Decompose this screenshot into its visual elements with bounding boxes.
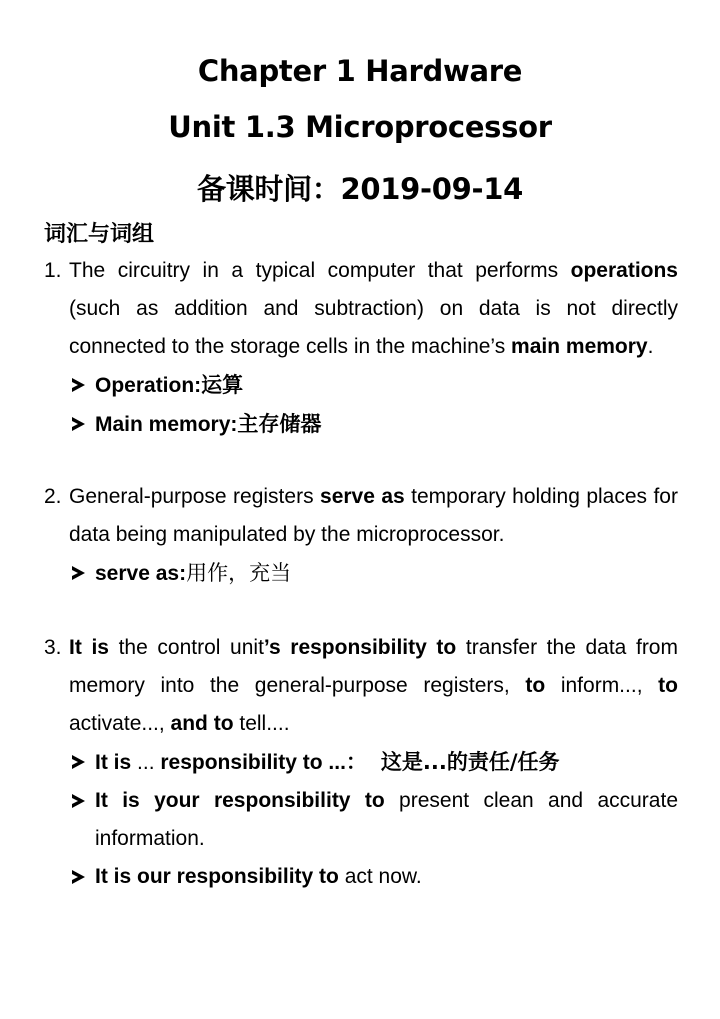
item-sentence — [69, 478, 678, 554]
keyword: operations — [570, 259, 678, 282]
arrow-bullet-icon — [72, 794, 85, 808]
term: It is your responsibility to — [95, 789, 385, 812]
sentence-text: (such as addition and subtraction) on data is not directly connected to the storage cells in the machine’s — [69, 297, 678, 358]
translation: 用作，充当 — [186, 561, 292, 585]
translation: 这是...的责任/任务 — [380, 750, 560, 774]
sentence-text: inform..., — [545, 674, 659, 697]
keyword: to — [658, 674, 678, 697]
keyword: ’s responsibility to — [263, 636, 457, 659]
sentence-text: the control unit — [108, 636, 264, 659]
chapter-title: Chapter 1 Hardware — [197, 54, 523, 88]
keyword: serve as — [320, 485, 405, 508]
sentence-text: transfer the data from memory into the general-purpose registers, — [69, 636, 678, 697]
vocab-item-2 — [44, 478, 678, 593]
term: It is our responsibility to — [95, 865, 339, 888]
sentence-text: act now. — [338, 865, 422, 888]
subitem-list — [69, 366, 678, 444]
subitem — [69, 782, 678, 858]
sentence-text: General-purpose registers — [69, 485, 321, 508]
term: Main memory: — [95, 413, 238, 436]
sentence-text: tell.... — [233, 712, 290, 735]
arrow-bullet-icon — [72, 566, 85, 580]
arrow-bullet-icon — [72, 870, 85, 884]
subitem — [69, 405, 678, 444]
item-number: 3. — [44, 636, 62, 659]
subitem — [69, 554, 678, 593]
vocab-item-3 — [44, 629, 678, 896]
subitem — [69, 743, 678, 782]
sentence-text: ... — [131, 751, 161, 774]
term: It is — [95, 751, 132, 774]
sentence-text: The circuitry in a typical computer that performs — [69, 259, 571, 282]
keyword: to — [525, 674, 546, 697]
term: serve as: — [95, 562, 187, 585]
keyword: It is — [69, 636, 109, 659]
item-sentence — [69, 252, 678, 366]
sentence-text: . — [647, 335, 654, 358]
arrow-bullet-icon — [72, 755, 85, 769]
subitem — [69, 366, 678, 405]
date-line: 备课时间：2019-09-14 — [197, 172, 523, 206]
arrow-bullet-icon — [72, 378, 85, 392]
translation: 主存储器 — [237, 412, 322, 436]
translation: 运算 — [201, 373, 244, 397]
sentence-text: temporary holding places for data being manipulated by the microprocessor. — [69, 485, 678, 546]
term: Operation: — [95, 374, 202, 397]
subitem-list — [69, 743, 678, 896]
keyword: and to — [170, 712, 234, 735]
keyword: main memory — [511, 335, 648, 358]
unit-title: Unit 1.3 Microprocessor — [168, 110, 552, 144]
item-number: 2. — [44, 485, 62, 508]
arrow-bullet-icon — [72, 417, 85, 431]
vocab-item-1 — [44, 252, 678, 444]
sentence-text: present clean and accurate information. — [95, 789, 678, 850]
item-number: 1. — [44, 259, 62, 282]
section-label-vocabulary: 词汇与词组 — [44, 222, 155, 247]
term: responsibility to ...： — [160, 751, 367, 774]
item-sentence — [69, 629, 678, 743]
sentence-text: activate..., — [69, 712, 171, 735]
subitem — [69, 858, 678, 896]
subitem-list — [69, 554, 678, 593]
